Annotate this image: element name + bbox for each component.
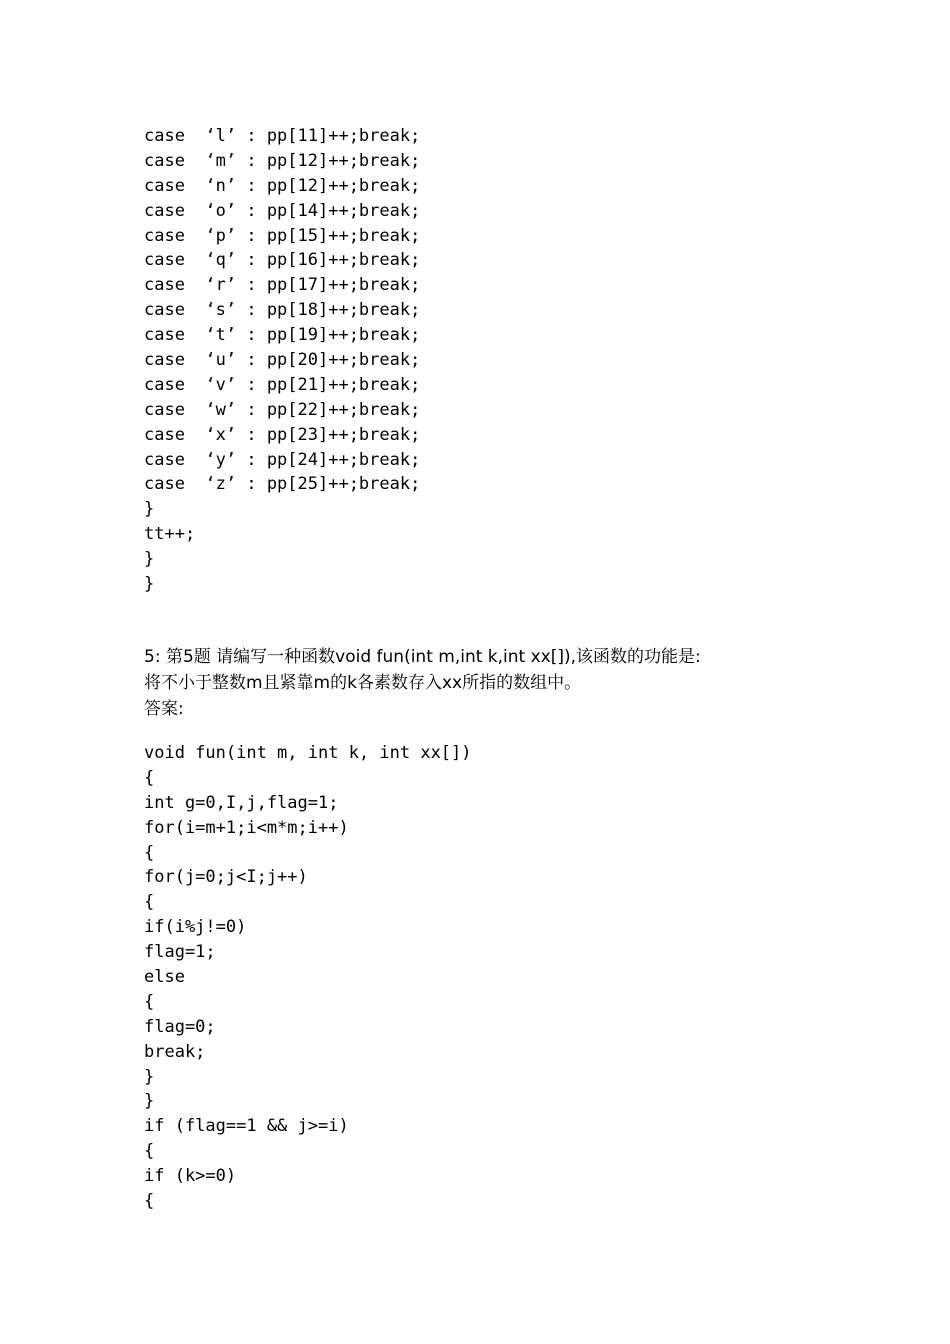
question-block	[144, 644, 701, 722]
code-line: case ‘m’ : pp[12]++;break;	[144, 150, 421, 171]
code-line: }	[144, 499, 155, 520]
code-line: for(j=0;j<I;j++)	[144, 867, 308, 888]
code-line: case ‘o’ : pp[14]++;break;	[144, 200, 421, 221]
code-line: case ‘q’ : pp[16]++;break;	[144, 250, 421, 271]
code-line: case ‘s’ : pp[18]++;break;	[144, 300, 421, 321]
code-line: if(i%j!=0)	[144, 917, 247, 938]
code-line: case ‘t’ : pp[19]++;break;	[144, 325, 421, 346]
code-line: case ‘w’ : pp[22]++;break;	[144, 399, 421, 420]
question-text: 5: 第5题 请编写一种函数void fun(int m,int k,int xx[]),该函数的功能是:	[144, 647, 701, 667]
code-line: }	[144, 1066, 155, 1087]
code-line: }	[144, 574, 155, 595]
answer-label: 答案:	[144, 699, 184, 719]
code-line: for(i=m+1;i<m*m;i++)	[144, 817, 349, 838]
code-line: case ‘z’ : pp[25]++;break;	[144, 474, 421, 495]
code-line: int g=0,I,j,flag=1;	[144, 792, 339, 813]
code-line: case ‘v’ : pp[21]++;break;	[144, 374, 421, 395]
code-line: {	[144, 1191, 155, 1212]
code-line: break;	[144, 1041, 206, 1062]
code-line: case ‘u’ : pp[20]++;break;	[144, 350, 421, 371]
code-line: tt++;	[144, 524, 196, 545]
code-line: {	[144, 767, 155, 788]
code-line: if (k>=0)	[144, 1166, 237, 1187]
code-line: case ‘l’ : pp[11]++;break;	[144, 126, 421, 146]
code-line: flag=1;	[144, 942, 216, 963]
code-line: flag=0;	[144, 1016, 216, 1037]
code-line: }	[144, 549, 155, 570]
code-line: {	[144, 842, 155, 863]
code-line: case ‘y’ : pp[24]++;break;	[144, 449, 421, 470]
code-block-answer	[144, 741, 472, 1214]
code-line: if (flag==1 && j>=i)	[144, 1116, 349, 1137]
code-line: case ‘x’ : pp[23]++;break;	[144, 424, 421, 445]
code-line: {	[144, 892, 155, 913]
code-line: case ‘p’ : pp[15]++;break;	[144, 225, 421, 246]
code-line: case ‘n’ : pp[12]++;break;	[144, 175, 421, 196]
code-block-switch-cases	[144, 124, 420, 597]
code-line: {	[144, 991, 155, 1012]
code-line: void fun(int m, int k, int xx[])	[144, 743, 472, 763]
code-line: {	[144, 1141, 155, 1162]
code-line: else	[144, 967, 185, 988]
code-line: }	[144, 1091, 155, 1112]
question-text-continued: 将不小于整数m且紧靠m的k各素数存入xx所指的数组中。	[144, 673, 582, 693]
code-line: case ‘r’ : pp[17]++;break;	[144, 275, 421, 296]
